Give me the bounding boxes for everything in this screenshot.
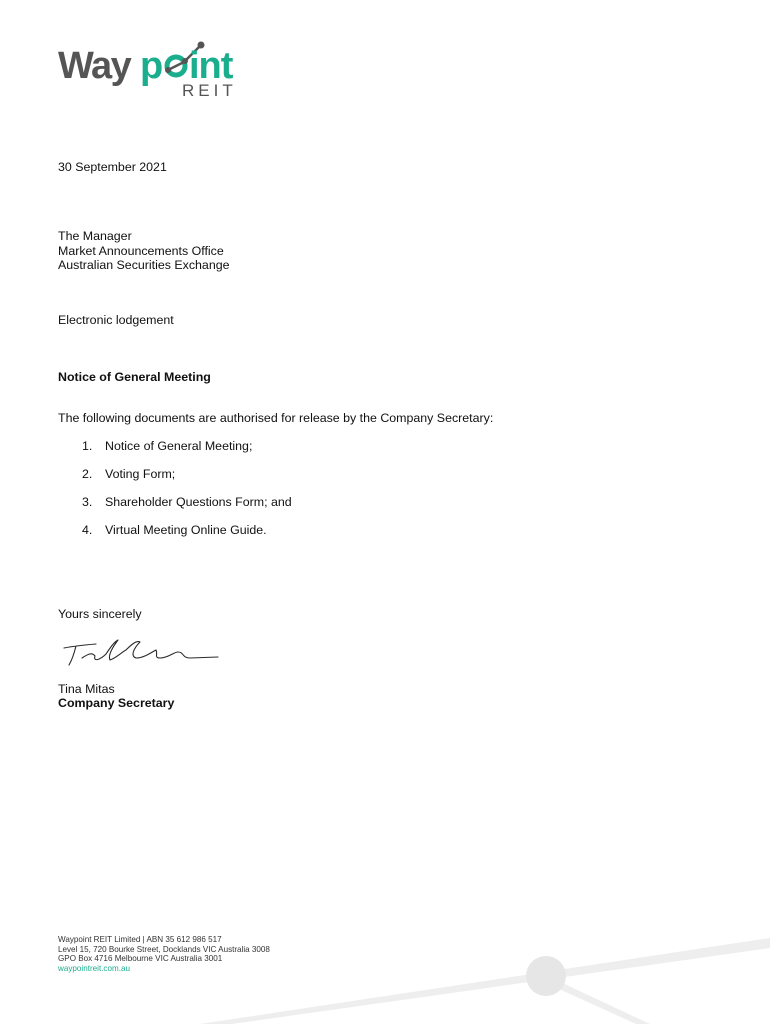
footer-swoosh-branch: [548, 980, 650, 1024]
signature-graphic: [60, 634, 220, 674]
lodgement-method: Electronic lodgement: [58, 313, 174, 327]
footer-contact: [58, 935, 270, 973]
closing-salutation: Yours sincerely: [58, 607, 142, 621]
footer-company-line: Waypoint REIT Limited | ABN 35 612 986 517: [58, 935, 222, 944]
logo-word-way: Way: [58, 45, 131, 87]
list-item: [82, 495, 292, 523]
logo-subtext-reit: REIT: [182, 81, 237, 100]
list-item: [82, 523, 292, 551]
list-item-number: 2.: [82, 467, 93, 481]
intro-paragraph: The following documents are authorised for release by the Company Secretary:: [58, 411, 494, 425]
footer-postal-line: GPO Box 4716 Melbourne VIC Australia 3001: [58, 954, 223, 964]
signer-name: Tina Mitas: [58, 682, 115, 696]
letter-date: 30 September 2021: [58, 160, 167, 174]
handwritten-signature: [60, 634, 220, 674]
recipient-address: [58, 229, 230, 273]
signer-block: [58, 682, 174, 710]
list-item-text: Shareholder Questions Form; and: [105, 495, 292, 509]
list-item-number: 1.: [82, 439, 93, 453]
letter-heading: Notice of General Meeting: [58, 370, 211, 384]
logo-graphic: [58, 40, 248, 100]
logo-letter-p: p: [140, 45, 164, 87]
list-item: [82, 467, 292, 495]
logo-waypoint-dot-start: [165, 67, 171, 73]
footer-address-line: Level 15, 720 Bourke Street, Docklands VIC Australia 3008: [58, 944, 270, 954]
list-item-text: Notice of General Meeting;: [105, 439, 253, 453]
list-item-number: 4.: [82, 523, 93, 537]
waypoint-reit-logo: [58, 40, 248, 100]
footer-waypoint-circle: [526, 956, 566, 996]
list-item-text: Virtual Meeting Online Guide.: [105, 523, 267, 537]
list-item-number: 3.: [82, 495, 93, 509]
footer-website-link[interactable]: waypointreit.com.au: [58, 963, 130, 973]
recipient-line: Australian Securities Exchange: [58, 258, 230, 272]
documents-list: [82, 439, 292, 551]
recipient-line: The Manager: [58, 229, 132, 243]
logo-word-int: int: [189, 45, 233, 87]
list-item: [82, 439, 292, 467]
recipient-line: Market Announcements Office: [58, 243, 224, 258]
list-item-text: Voting Form;: [105, 467, 176, 481]
footer-swoosh-band: [200, 938, 770, 1024]
signer-title: Company Secretary: [58, 696, 175, 710]
